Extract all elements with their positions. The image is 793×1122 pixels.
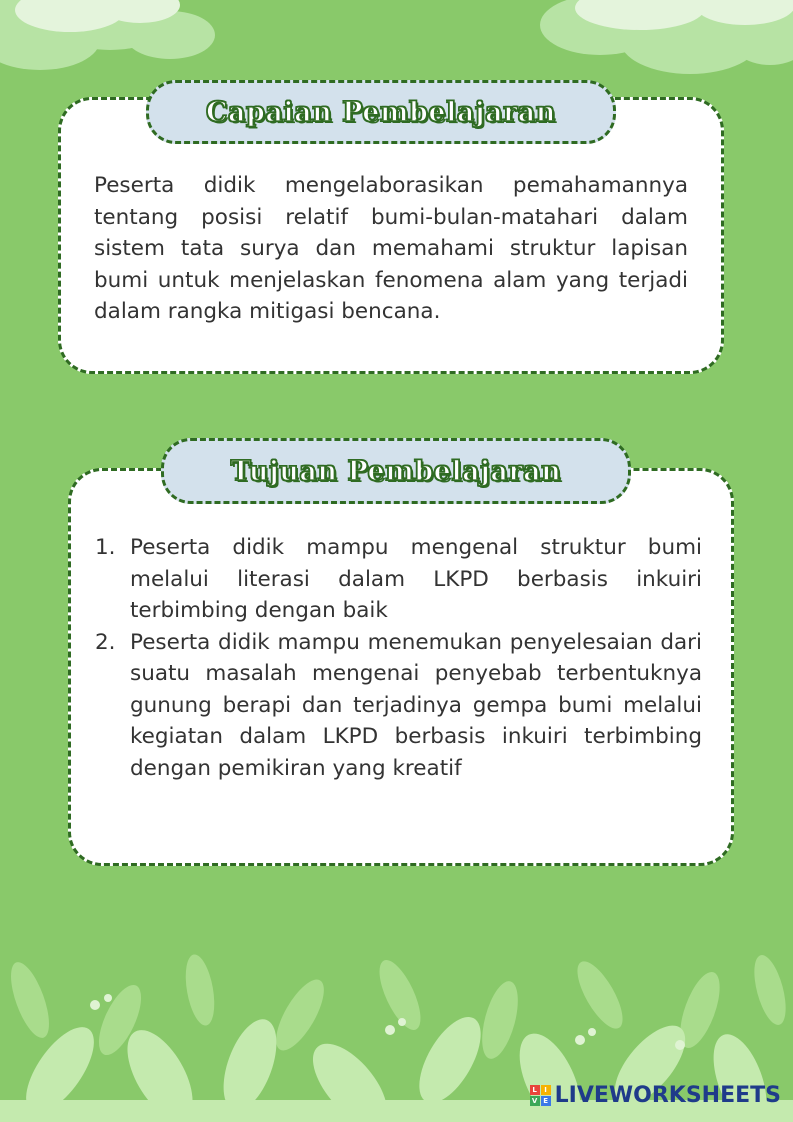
liveworksheets-name: LIVEWORKSHEETS bbox=[554, 1083, 781, 1108]
list-item-number: 2. bbox=[95, 629, 116, 655]
capaian-paragraph: Peserta didik mengelaborasikan pemahamannya tentang posisi relatif bumi-bulan-matahari dalam sistem tata surya dan memahami struktur lapisan bumi untuk menjelaskan fenomena alam yang terjadi dalam rangka mitigasi bencana. bbox=[94, 173, 688, 324]
capaian-title: Capaian Pembelajaran bbox=[206, 96, 556, 128]
list-item bbox=[95, 532, 702, 627]
liveworksheets-watermark bbox=[530, 1083, 781, 1108]
list-item-number: 1. bbox=[95, 535, 116, 560]
tujuan-title: Tujuan Pembelajaran bbox=[230, 455, 562, 487]
capaian-title-pill bbox=[146, 80, 616, 144]
tujuan-list bbox=[95, 532, 702, 784]
tujuan-title-pill bbox=[161, 438, 631, 504]
list-item bbox=[95, 627, 702, 785]
capaian-body bbox=[94, 170, 688, 328]
list-item-text: Peserta didik mampu menemukan penyelesaian dari suatu masalah mengenai penyebab terbentuknya gunung berapi dan terjadinya gempa bumi melalui kegiatan dalam LKPD berbasis inkuiri terbimbing dengan pemikiran yang kreatif bbox=[130, 629, 702, 781]
list-item-text: Peserta didik mampu mengenal struktur bumi melalui literasi dalam LKPD berbasis inkuiri terbimbing dengan baik bbox=[130, 535, 702, 623]
liveworksheets-logo-icon: L I V E bbox=[530, 1085, 551, 1106]
